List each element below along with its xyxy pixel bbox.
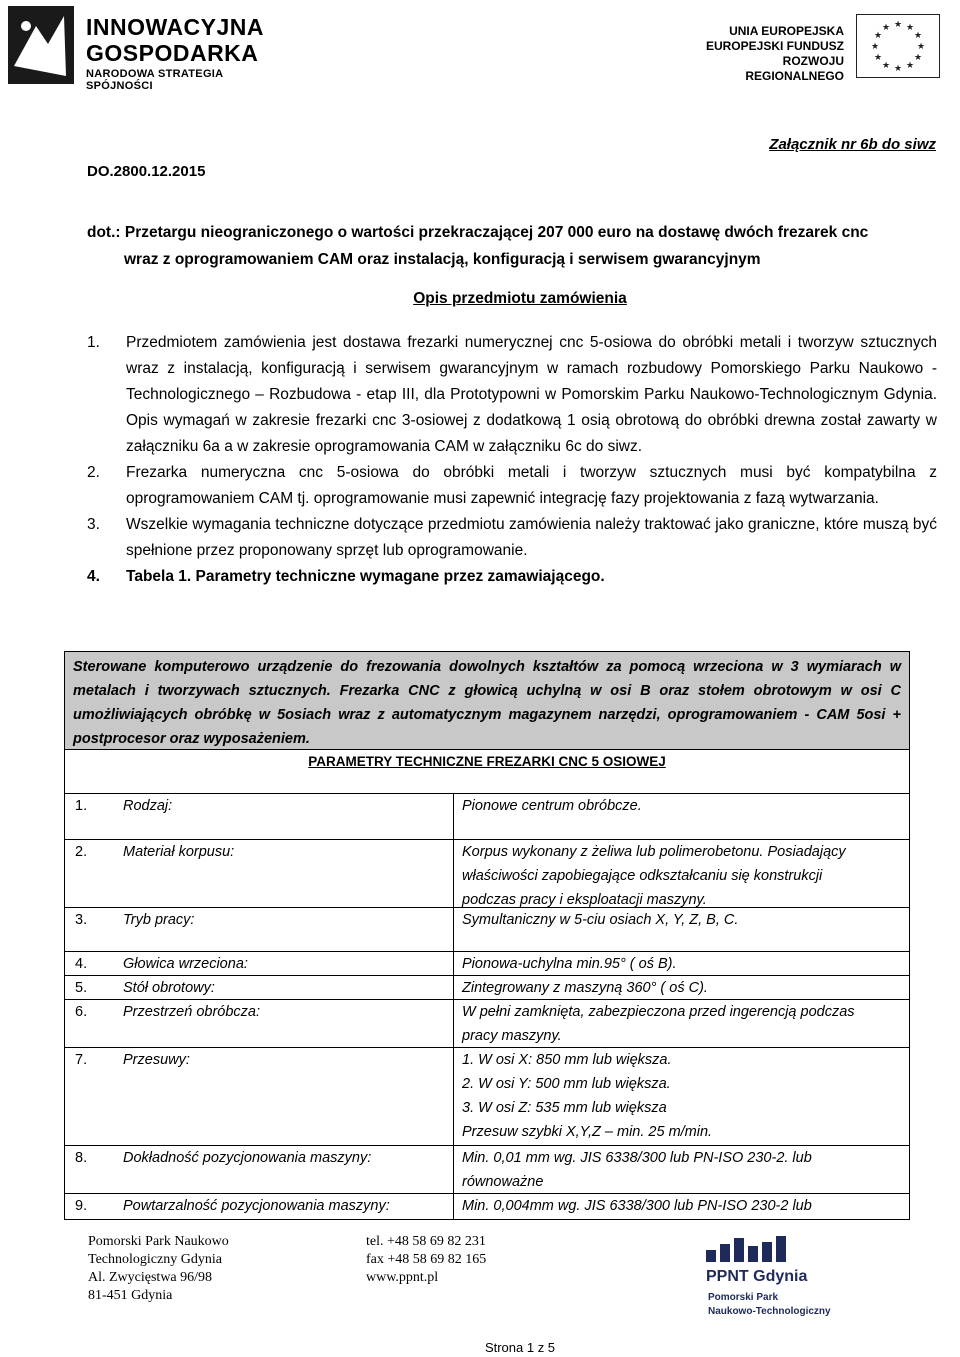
svg-text:★: ★ — [870, 42, 880, 52]
ig-emblem-icon — [6, 6, 76, 86]
footer-fax: fax +48 58 69 82 165 — [366, 1252, 487, 1267]
eu-text — [684, 24, 844, 84]
row-value-line: Min. 0,004mm wg. JIS 6338/300 lub PN-ISO 230-2 lub — [462, 1198, 812, 1214]
row-value-line: W pełni zamknięta, zabezpieczona przed ingerencją podczas — [462, 1004, 855, 1020]
table-subheader — [64, 750, 910, 794]
svg-text:★: ★ — [916, 42, 926, 52]
attachment-label: Załącznik nr 6b do siwz — [769, 136, 936, 153]
item-number: 1. — [87, 334, 100, 351]
ppnt-sub2: Naukowo-Technologiczny — [708, 1306, 831, 1317]
list-item — [87, 460, 937, 512]
row-value-line: pracy maszyny. — [462, 1028, 562, 1044]
row-value-line: Zintegrowany z maszyną 360° ( oś C). — [462, 980, 708, 996]
footer-line: Al. Zwycięstwa 96/98 — [88, 1270, 213, 1285]
page-number: Strona 1 z 5 — [484, 1340, 556, 1355]
list-item — [87, 512, 937, 564]
document-number: DO.2800.12.2015 — [87, 163, 206, 180]
ppnt-sub1: Pomorski Park — [708, 1292, 779, 1303]
row-value-line: 2. W osi Y: 500 mm lub większa. — [462, 1076, 671, 1092]
svg-text:★: ★ — [881, 23, 891, 33]
table-row — [64, 1194, 910, 1220]
footer-line: Technologiczny Gdynia — [88, 1252, 222, 1267]
ppnt-emblem-icon — [706, 1236, 796, 1262]
row-value-line: podczas pracy i eksploatacji maszyny. — [462, 892, 707, 908]
table-subheader-text: PARAMETRY TECHNICZNE FREZARKI CNC 5 OSIOWEJ — [308, 754, 666, 769]
footer-line: 81-451 Gdynia — [88, 1288, 173, 1303]
svg-text:★: ★ — [913, 53, 923, 63]
svg-text:★: ★ — [905, 61, 915, 71]
svg-text:★: ★ — [893, 20, 903, 30]
row-value — [454, 1048, 909, 1145]
svg-text:★: ★ — [905, 23, 915, 33]
row-parameter: Stół obrotowy: — [123, 976, 454, 999]
row-value-line: Min. 0,01 mm wg. JIS 6338/300 lub PN-ISO 230-2. lub — [462, 1150, 812, 1166]
eu-line-1: UNIA EUROPEJSKA — [729, 24, 844, 38]
row-value — [454, 976, 909, 999]
row-parameter: Przestrzeń obróbcza: — [123, 1000, 454, 1047]
row-number: 4. — [75, 956, 88, 972]
list-item — [87, 564, 937, 590]
row-value-line: właściwości zapobiegające odkształcaniu się konstrukcji — [462, 868, 823, 884]
logo-line-1: INNOWACYJNA — [86, 14, 265, 40]
row-value-line: równoważne — [462, 1174, 544, 1190]
row-parameter: Rodzaj: — [123, 794, 454, 839]
item-text: Przedmiotem zamówienia jest dostawa frezarki numerycznej cnc 5-osiowa do obróbki metali i tworzyw sztucznych wraz z instalacją, konfiguracją i serwisem gwarancyjnym w ramach rozbudowy Pomorskiego Parku Naukowo - Technologicznego – Rozbudowa - etap III, dla Prototypowni w Pomorskim Parku Naukowo-Technologicznym Gdynia. Opis wymagań w zakresie frezarki cnc 3-osiowej z dodatkową 1 osią obrotową do obróbki drewna został zawarty w załączniku 6a a w zakresie oprogramowania CAM w załączniku 6c do siwz. — [126, 334, 937, 455]
row-value-line: Przesuw szybki X,Y,Z – min. 25 m/min. — [462, 1124, 713, 1140]
table-row — [64, 840, 910, 908]
footer-phone: tel. +48 58 69 82 231 — [366, 1234, 486, 1249]
logo-line-2: GOSPODARKA — [86, 40, 259, 66]
row-value — [454, 908, 909, 951]
table-row — [64, 1000, 910, 1048]
list-item — [87, 330, 937, 460]
row-value — [454, 840, 909, 907]
footer-contact — [366, 1233, 486, 1287]
table-header: Sterowane komputerowo urządzenie do frezowania dowolnych kształtów za pomocą wrzeciona w 3 wymiarach w metalach i tworzywach sztucznych. Frezarka CNC z głowicą uchylną w osi B oraz stołem obrotowym w osi C umożliwiających obróbkę w 5osiach wraz z automatycznym magazynem narzędzi, oprogramowaniem - CAM 5osi + postprocesor oraz wyposażeniem. — [64, 651, 910, 750]
row-value-line: Symultaniczny w 5-ciu osiach X, Y, Z, B, C. — [462, 912, 739, 928]
table-row — [64, 1048, 910, 1146]
parameters-table — [64, 651, 910, 1220]
footer-line: Pomorski Park Naukowo — [88, 1234, 229, 1249]
svg-text:★: ★ — [873, 53, 883, 63]
item-text: Frezarka numeryczna cnc 5-osiowa do obróbki metali i tworzyw sztucznych musi być kompatybilna z oprogramowaniem CAM tj. oprogramowanie musi zapewnić integrację fazy projektowania z fazą wytwarzania. — [126, 464, 937, 507]
table-row — [64, 952, 910, 976]
eu-flag-icon — [856, 14, 940, 78]
row-parameter: Materiał korpusu: — [123, 840, 454, 907]
section-title: Opis przedmiotu zamówienia — [413, 290, 627, 307]
eu-line-2: EUROPEJSKI FUNDUSZ — [705, 39, 844, 53]
innowacyjna-gospodarka-logo — [6, 6, 266, 92]
subject-line-2: wraz z oprogramowaniem CAM oraz instalacją, konfiguracją i serwisem gwarancyjnym — [124, 251, 761, 268]
row-number: 8. — [75, 1150, 88, 1166]
row-parameter: Głowica wrzeciona: — [123, 952, 454, 975]
items-list — [87, 330, 937, 590]
row-parameter: Dokładność pozycjonowania maszyny: — [123, 1146, 454, 1193]
ppnt-title: PPNT Gdynia — [706, 1268, 808, 1285]
row-number: 9. — [75, 1198, 88, 1214]
row-value — [454, 1146, 909, 1193]
row-value-line: 1. W osi X: 850 mm lub większa. — [462, 1052, 672, 1068]
row-number: 3. — [75, 912, 88, 928]
row-value — [454, 794, 909, 839]
item-number: 2. — [87, 464, 100, 481]
row-value-line: Pionowe centrum obróbcze. — [462, 798, 642, 814]
table-row — [64, 908, 910, 952]
row-number: 5. — [75, 980, 88, 996]
item-number: 3. — [87, 516, 100, 533]
svg-text:★: ★ — [881, 61, 891, 71]
row-parameter: Przesuwy: — [123, 1048, 454, 1145]
row-value-line: 3. W osi Z: 535 mm lub większa — [462, 1100, 667, 1116]
footer-website: www.ppnt.pl — [366, 1270, 439, 1285]
eu-logo — [680, 14, 940, 94]
row-value-line: Pionowa-uchylna min.95° ( oś B). — [462, 956, 677, 972]
row-number: 7. — [75, 1052, 88, 1068]
table-row — [64, 794, 910, 840]
row-number: 2. — [75, 844, 88, 860]
table-row — [64, 976, 910, 1000]
footer-address — [88, 1233, 229, 1305]
row-value — [454, 952, 909, 975]
row-number: 6. — [75, 1004, 88, 1020]
logo-line-3: NARODOWA STRATEGIA SPÓJNOŚCI — [86, 68, 223, 92]
item-text: Tabela 1. Parametry techniczne wymagane przez zamawiającego. — [126, 568, 605, 585]
ppnt-logo — [706, 1236, 846, 1326]
svg-text:★: ★ — [893, 64, 903, 74]
row-parameter: Tryb pracy: — [123, 908, 454, 951]
row-parameter: Powtarzalność pozycjonowania maszyny: — [123, 1194, 454, 1219]
svg-text:★: ★ — [913, 31, 923, 41]
item-number: 4. — [87, 568, 100, 585]
row-value — [454, 1000, 909, 1047]
subject — [87, 219, 937, 273]
subject-line-1: dot.: Przetargu nieograniczonego o wartości przekraczającej 207 000 euro na dostawę dwóch frezarek cnc — [87, 224, 869, 241]
svg-text:★: ★ — [873, 31, 883, 41]
row-value-line: Korpus wykonany z żeliwa lub polimerobetonu. Posiadający — [462, 844, 846, 860]
eu-line-3: ROZWOJU REGIONALNEGO — [745, 54, 844, 83]
item-text: Wszelkie wymagania techniczne dotyczące przedmiotu zamówienia należy traktować jako graniczne, które muszą być spełnione przez proponowany sprzęt lub oprogramowanie. — [126, 516, 937, 559]
row-value — [454, 1194, 909, 1219]
table-row — [64, 1146, 910, 1194]
row-number: 1. — [75, 798, 88, 814]
table-body — [64, 794, 910, 1220]
